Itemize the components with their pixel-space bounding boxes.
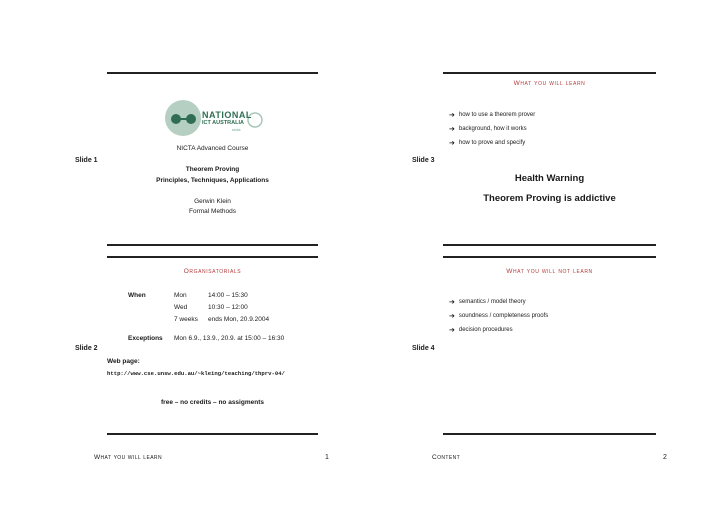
arrow-icon: ➔: [449, 140, 455, 147]
row-key: When: [128, 292, 146, 299]
arrow-icon: ➔: [449, 313, 455, 320]
slide2-bottom-rule: [107, 433, 318, 435]
slide4-top-rule: [443, 256, 656, 258]
footer-right-title: Content: [432, 454, 461, 461]
arrow-icon: ➔: [449, 126, 455, 133]
slide3-label: Slide 3: [412, 157, 435, 164]
web-page-label: Web page:: [107, 358, 140, 365]
bullet-text: decision procedures: [458, 327, 513, 333]
slide4-bottom-rule: [443, 433, 656, 435]
slide1-subtitle: Principles, Techniques, Applications: [156, 177, 269, 184]
slide1-title: Theorem Proving: [185, 166, 240, 173]
exceptions-key: Exceptions: [128, 335, 163, 342]
row-day: 7 weeks: [174, 316, 198, 323]
footer-left-title: What you will learn: [94, 454, 162, 461]
arrow-icon: ➔: [449, 299, 455, 306]
list-item: [449, 312, 548, 320]
table-row: [128, 292, 273, 304]
free-note: free – no credits – no assigments: [161, 399, 264, 406]
logo-line3: nicta: [232, 127, 241, 132]
slide3-top-rule: [443, 72, 656, 74]
row-key: [128, 304, 174, 316]
slide3-bottom-rule: [443, 244, 656, 246]
slide3-heading: What you will learn: [513, 80, 586, 87]
slide2-top-rule: [107, 256, 318, 258]
exceptions-value: Mon 6.9., 13.9., 20.9. at 15:00 – 16:30: [174, 335, 285, 342]
logo-line1: NATIONAL: [202, 110, 252, 120]
table-row: [128, 316, 273, 328]
bullet-text: soundness / completeness proofs: [458, 313, 549, 319]
course-name: NICTA Advanced Course: [176, 145, 249, 152]
nicta-logo: [158, 100, 268, 136]
page-number-right: 2: [663, 454, 667, 461]
slide1-top-rule: [107, 72, 318, 74]
arrow-icon: ➔: [449, 327, 455, 334]
row-day: Mon: [174, 292, 187, 299]
addictive-text: Theorem Proving is addictive: [483, 193, 616, 204]
list-item: [449, 111, 535, 119]
table-row: [128, 304, 273, 316]
page-number-left: 1: [325, 454, 329, 461]
bullet-text: how to use a theorem prover: [458, 112, 536, 118]
row-key: [128, 316, 174, 328]
arrow-icon: ➔: [449, 112, 455, 119]
slide1-label: Slide 1: [75, 157, 98, 164]
list-item: [449, 298, 526, 306]
bullet-text: semantics / model theory: [458, 299, 526, 305]
schedule-table: [128, 292, 273, 328]
author-name: Gerwin Klein: [194, 198, 231, 205]
slide2-heading: Organisatorials: [183, 268, 242, 275]
row-value: ends Mon, 20.9.2004: [208, 316, 270, 323]
bullet-text: how to prove and specify: [458, 140, 526, 146]
row-value: 10:30 – 12:00: [208, 304, 248, 311]
slide2-label: Slide 2: [75, 345, 98, 352]
list-item: [449, 125, 527, 133]
list-item: [449, 139, 525, 147]
exceptions-row: [128, 335, 284, 342]
health-warning: Health Warning: [514, 173, 585, 184]
row-value: 14:00 – 15:30: [208, 292, 248, 299]
course-url-link[interactable]: http://www.cse.unsw.edu.au/~kleing/teaching/thprv-04/: [107, 370, 285, 377]
slide4-heading: What you will not learn: [506, 268, 593, 275]
row-day: Wed: [174, 304, 188, 311]
slide1-bottom-rule: [107, 244, 318, 246]
list-item: [449, 326, 513, 334]
logo-line2: ICT AUSTRALIA: [202, 120, 244, 126]
group-name: Formal Methods: [189, 208, 236, 215]
bullet-text: background, how it works: [458, 126, 527, 132]
slide4-label: Slide 4: [412, 345, 435, 352]
